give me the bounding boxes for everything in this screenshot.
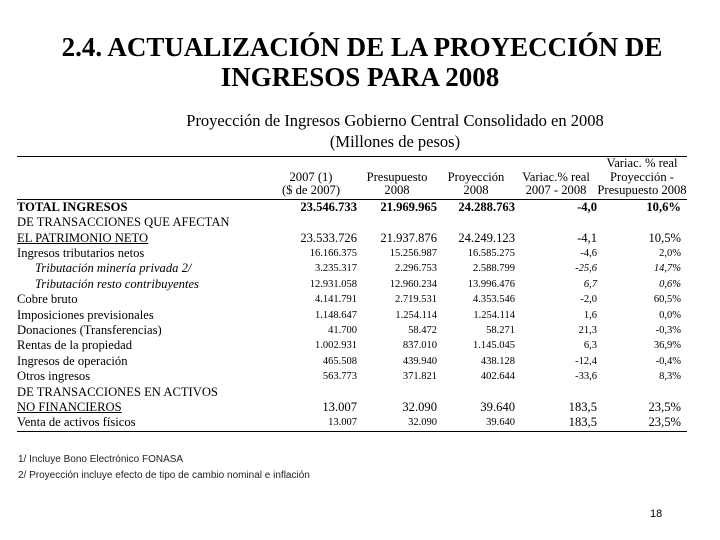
table-row-imposiciones — [17, 308, 687, 323]
cell-var-real — [515, 385, 597, 400]
table-row-cobre-bruto — [17, 292, 687, 307]
cell-presupuesto — [357, 385, 437, 400]
cell-var-proy: 2,0% — [659, 248, 681, 259]
table-header-row — [17, 156, 687, 199]
cell-var-real: -4,1 — [577, 230, 597, 245]
cell-proyeccion: 24.249.123 — [458, 230, 515, 245]
cell-presupuesto: 21.969.965 — [380, 199, 437, 214]
row-label: TOTAL INGRESOS — [17, 199, 128, 214]
slide-title — [0, 32, 720, 92]
table-row-section-patrimonio — [17, 215, 687, 230]
footnote-2: 2/ Proyección incluye efecto de tipo de cambio nominal e inflación — [18, 470, 310, 481]
cell-2007 — [265, 215, 357, 230]
cell-proyeccion: 402.644 — [480, 371, 515, 383]
row-label: Tributación minería privada 2/ — [35, 261, 192, 276]
header-variacion-proyeccion: Variac. % real Proyección - Presupuesto 2008 — [597, 156, 687, 198]
cell-2007 — [265, 385, 357, 400]
row-label: Ingresos tributarios netos — [17, 246, 145, 260]
cell-proyeccion: 24.288.763 — [458, 199, 515, 214]
footnote-1: 1/ Incluye Bono Electrónico FONASA — [18, 454, 184, 465]
table-row-ingresos-operacion — [17, 354, 687, 369]
cell-var-real: -4,0 — [577, 199, 597, 214]
cell-proyeccion: 1.254.114 — [473, 309, 515, 321]
cell-2007: 13.007 — [265, 415, 357, 431]
income-projection-table — [17, 156, 687, 432]
row-label: Venta de activos físicos — [17, 415, 265, 431]
cell-var-real: 6,3 — [583, 340, 597, 352]
table-row-section-activos — [17, 385, 687, 400]
cell-presupuesto: 58.472 — [408, 325, 437, 337]
cell-var-real: 6,7 — [583, 278, 597, 290]
row-label: Donaciones (Transferencias) — [17, 323, 162, 338]
cell-proyeccion — [437, 215, 515, 230]
cell-var-proy: 23,5% — [597, 415, 687, 431]
cell-var-real: 183,5 — [568, 400, 597, 415]
row-label: Ingresos de operación — [17, 353, 128, 368]
table-row-total-ingresos — [17, 199, 687, 215]
cell-2007: 13.007 — [322, 400, 357, 415]
header-presupuesto-2008: Presupuesto 2008 — [366, 169, 428, 198]
cell-2007: 23.533.726 — [300, 230, 357, 245]
cell-proyeccion: 4.353.546 — [473, 294, 515, 306]
cell-var-real: 183,5 — [515, 415, 597, 431]
cell-2007: 465.508 — [322, 355, 357, 367]
cell-var-proy: 36,9% — [653, 340, 681, 352]
cell-proyeccion: 438.128 — [480, 355, 515, 367]
cell-var-proy: 10,5% — [648, 230, 681, 245]
cell-2007: 563.773 — [322, 371, 357, 383]
table-footnotes — [18, 452, 310, 484]
cell-presupuesto: 32.090 — [357, 415, 437, 431]
cell-presupuesto: 21.937.876 — [380, 230, 437, 245]
table-row-tributacion-mineria — [17, 261, 687, 276]
cell-proyeccion: 39.640 — [437, 415, 515, 431]
table-caption — [95, 110, 695, 152]
table-row-ingresos-tributarios — [17, 246, 687, 261]
cell-2007: 12.931.058 — [309, 278, 357, 290]
row-label: Tributación resto contribuyentes — [35, 276, 199, 291]
cell-presupuesto — [357, 215, 437, 230]
cell-2007: 4.141.791 — [315, 294, 357, 306]
cell-proyeccion: 58.271 — [486, 325, 515, 337]
cell-var-proy: 8,3% — [659, 371, 681, 383]
cell-var-proy — [597, 215, 687, 230]
table-caption-line-1: Proyección de Ingresos Gobierno Central Consolidado en 2008 — [186, 111, 604, 130]
table-row-no-financieros — [17, 400, 687, 415]
cell-var-proy: -0,3% — [655, 325, 681, 337]
cell-var-proy: 0,6% — [659, 278, 681, 290]
cell-2007: 1.148.647 — [315, 309, 357, 321]
cell-var-real — [515, 215, 597, 230]
cell-var-real: 21,3 — [578, 325, 597, 337]
cell-presupuesto: 2.296.753 — [395, 263, 437, 275]
cell-var-proy: 10,6% — [646, 199, 681, 214]
cell-var-real: 1,6 — [583, 309, 597, 321]
cell-2007: 3.235.317 — [315, 263, 357, 275]
cell-proyeccion: 1.145.045 — [473, 340, 515, 352]
cell-proyeccion: 2.588.799 — [473, 263, 515, 275]
cell-var-proy: 0,0% — [659, 309, 681, 321]
row-label: NO FINANCIEROS — [17, 400, 122, 415]
header-label-column — [17, 156, 265, 199]
row-label: Rentas de la propiedad — [17, 338, 133, 353]
cell-presupuesto: 32.090 — [402, 400, 437, 415]
cell-presupuesto: 12.960.234 — [389, 278, 437, 290]
cell-var-proy: 60,5% — [653, 294, 681, 306]
cell-presupuesto: 371.821 — [402, 371, 437, 383]
table-row-otros-ingresos — [17, 369, 687, 384]
cell-proyeccion: 13.996.476 — [467, 278, 515, 290]
cell-2007: 16.166.375 — [309, 248, 357, 259]
table-row-rentas-propiedad — [17, 338, 687, 353]
row-label: EL PATRIMONIO NETO — [17, 230, 149, 245]
cell-var-real: -12,4 — [575, 355, 597, 367]
header-variacion-real: Variac.% real 2007 - 2008 — [522, 169, 590, 198]
cell-var-real: -2,0 — [580, 294, 597, 306]
row-label: DE TRANSACCIONES EN ACTIVOS — [17, 384, 218, 399]
header-proyeccion-2008: Proyección 2008 — [447, 169, 505, 198]
table-row-venta-activos — [17, 415, 687, 431]
page-number: 18 — [650, 508, 663, 520]
cell-var-real: -33,6 — [575, 371, 597, 383]
cell-presupuesto: 2.719.531 — [395, 294, 437, 306]
cell-2007: 23.546.733 — [300, 199, 357, 214]
cell-proyeccion — [437, 385, 515, 400]
cell-var-proy: 14,7% — [653, 263, 681, 275]
table-row-tributacion-resto — [17, 277, 687, 292]
cell-var-proy: 23,5% — [648, 400, 681, 415]
cell-var-proy: -0,4% — [655, 355, 681, 367]
cell-2007: 41.700 — [328, 325, 357, 337]
row-label: Cobre bruto — [17, 292, 78, 307]
row-label: Otros ingresos — [17, 369, 91, 384]
cell-var-real: -25,6 — [575, 263, 597, 275]
table-row-donaciones — [17, 323, 687, 338]
row-label: Imposiciones previsionales — [17, 307, 154, 322]
cell-2007: 1.002.931 — [315, 340, 357, 352]
cell-var-proy — [597, 385, 687, 400]
cell-presupuesto: 1.254.114 — [395, 309, 437, 321]
cell-presupuesto: 837.010 — [402, 340, 437, 352]
slide-title-line-2: INGRESOS PARA 2008 — [220, 62, 500, 92]
cell-presupuesto: 439.940 — [402, 355, 437, 367]
header-2007: 2007 (1) ($ de 2007) — [281, 169, 341, 198]
table-caption-line-2: (Millones de pesos) — [329, 132, 461, 151]
cell-proyeccion: 16.585.275 — [467, 248, 515, 259]
cell-var-real: -4,6 — [580, 248, 597, 259]
table-row-patrimonio-neto — [17, 231, 687, 246]
slide-title-line-1: 2.4. ACTUALIZACIÓN DE LA PROYECCIÓN DE — [61, 32, 663, 62]
cell-presupuesto: 15.256.987 — [389, 248, 437, 259]
cell-proyeccion: 39.640 — [480, 400, 515, 415]
row-label: DE TRANSACCIONES QUE AFECTAN — [17, 215, 230, 230]
